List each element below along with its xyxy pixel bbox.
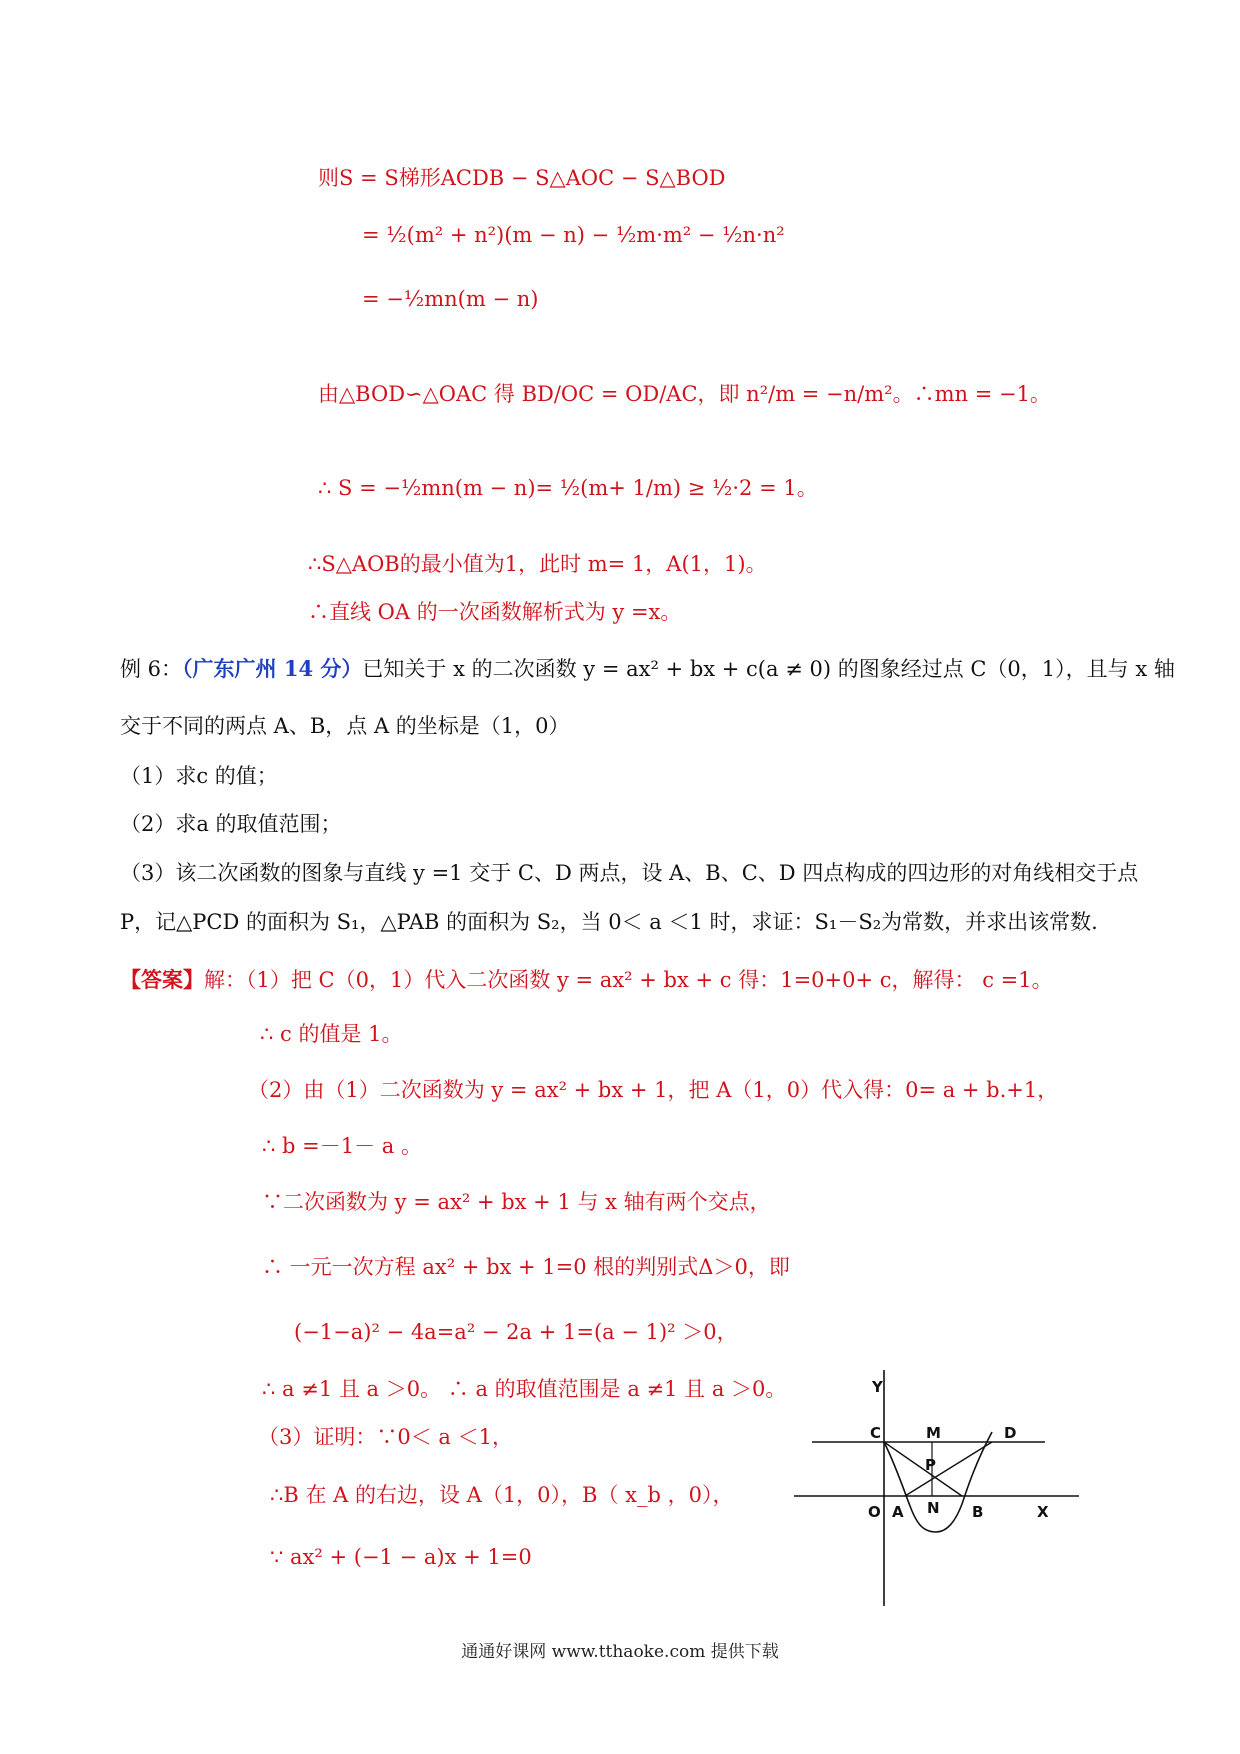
answer-line-2 — [260, 1022, 403, 1047]
formula-text: ∴ S = −½mn(m − n)= ½(m+ 1/m) ≥ ½·2 = 1。 — [318, 476, 818, 500]
footer-text: 通通好课网 www.tthaoke.com 提供下载 — [461, 1642, 779, 1662]
question-1 — [120, 764, 278, 789]
answer-line-7 — [294, 1320, 738, 1345]
question-3b — [120, 910, 1098, 935]
label-p: P — [925, 1456, 936, 1474]
question-3a — [120, 861, 1138, 886]
answer-text: ∴ a ≠1 且 a ＞0。 ∴ a 的取值范围是 a ≠1 且 a ＞0。 — [262, 1377, 787, 1401]
example-stem: 已知关于 x 的二次函数 y = ax² + bx + c(a ≠ 0) 的图象经过点 C（0，1），且与 x 轴 — [362, 657, 1175, 681]
example-6-stem-2 — [120, 714, 570, 739]
answer-text: (−1−a)² − 4a=a² − 2a + 1=(a − 1)² ＞0， — [294, 1320, 738, 1344]
answer-text: ∴ c 的值是 1。 — [260, 1022, 403, 1046]
answer-text: ∵二次函数为 y = ax² + bx + 1 与 x 轴有两个交点， — [262, 1190, 771, 1214]
question-text: P，记△PCD 的面积为 S₁，△PAB 的面积为 S₂，当 0＜ a ＜1 时，求证：S₁－S₂为常数，并求出该常数. — [120, 910, 1098, 934]
answer-text: （3）证明：∵0＜ a ＜1， — [258, 1425, 513, 1449]
answer-text: ∴B 在 A 的右边，设 A（1，0），B（ x_b ，0）， — [270, 1483, 734, 1507]
formula-text: 由△BOD∽△OAC 得 BD/OC = OD/AC，即 n²/m = −n/m²。∴mn = −1。 — [318, 382, 1051, 406]
label-d: D — [1004, 1424, 1017, 1442]
answer-text: ∴ b =－1－ a 。 — [262, 1134, 422, 1158]
label-c: C — [870, 1424, 882, 1442]
answer-text: （2）由（1）二次函数为 y = ax² + bx + 1，把 A（1，0）代入得：0= a + b.+1， — [248, 1078, 1059, 1102]
minimum-value-line — [308, 552, 767, 577]
formula-expansion — [362, 223, 785, 248]
parabola-figure — [792, 1370, 1082, 1610]
label-n: N — [927, 1499, 940, 1517]
formula-text: ∴直线 OA 的一次函数解析式为 y =x。 — [308, 600, 682, 624]
answer-line-6 — [262, 1255, 790, 1280]
answer-line-5 — [262, 1190, 771, 1215]
label-o: O — [868, 1503, 881, 1521]
answer-line-3 — [248, 1078, 1058, 1103]
answer-line-1 — [120, 967, 1053, 993]
answer-line-8 — [262, 1377, 786, 1402]
formula-text: = ½(m² + n²)(m − n) − ½m·m² − ½n·n² — [362, 223, 785, 247]
example-6-stem-1 — [120, 656, 1175, 682]
question-text: （1）求c 的值； — [120, 764, 278, 788]
answer-text: ∵ ax² + (−1 − a)x + 1=0 — [270, 1545, 532, 1569]
answer-line-10 — [270, 1483, 733, 1508]
label-y: Y — [872, 1378, 883, 1396]
label-x: X — [1037, 1503, 1049, 1521]
question-2 — [120, 812, 342, 837]
answer-line-11 — [270, 1545, 532, 1570]
example-prefix: 例 6： — [120, 657, 183, 681]
label-a: A — [892, 1503, 904, 1521]
example-source: （广东广州 14 分） — [182, 656, 363, 681]
diagonal-ad — [905, 1442, 992, 1496]
question-text: （3）该二次函数的图象与直线 y =1 交于 C、D 两点，设 A、B、C、D 四点构成的四边形的对角线相交于点 — [120, 861, 1139, 885]
formula-simplified — [362, 287, 538, 312]
answer-tag: 【答案】 — [120, 967, 204, 992]
answer-text: ∴ 一元一次方程 ax² + bx + 1=0 根的判别式Δ＞0，即 — [262, 1255, 790, 1279]
answer-text: 解：（1）把 C（0，1）代入二次函数 y = ax² + bx + c 得：1=0+0+ c，解得： c =1。 — [204, 968, 1053, 992]
answer-line-9 — [258, 1425, 513, 1450]
formula-text: 则S = S梯形ACDB − S△AOC − S△BOD — [318, 166, 726, 190]
label-m: M — [926, 1424, 941, 1442]
similar-triangles-line — [318, 382, 1051, 407]
inequality-line — [318, 476, 818, 501]
question-text: （2）求a 的取值范围； — [120, 812, 342, 836]
answer-line-4 — [262, 1134, 422, 1159]
formula-text: ∴S△AOB的最小值为1，此时 m= 1，A(1，1)。 — [308, 552, 767, 576]
example-stem: 交于不同的两点 A、B，点 A 的坐标是（1，0） — [120, 714, 570, 738]
formula-area-definition — [318, 166, 726, 191]
linear-function-line — [308, 600, 681, 625]
label-b: B — [972, 1503, 984, 1521]
formula-text: = −½mn(m − n) — [362, 287, 539, 311]
page-footer — [0, 1637, 1240, 1662]
